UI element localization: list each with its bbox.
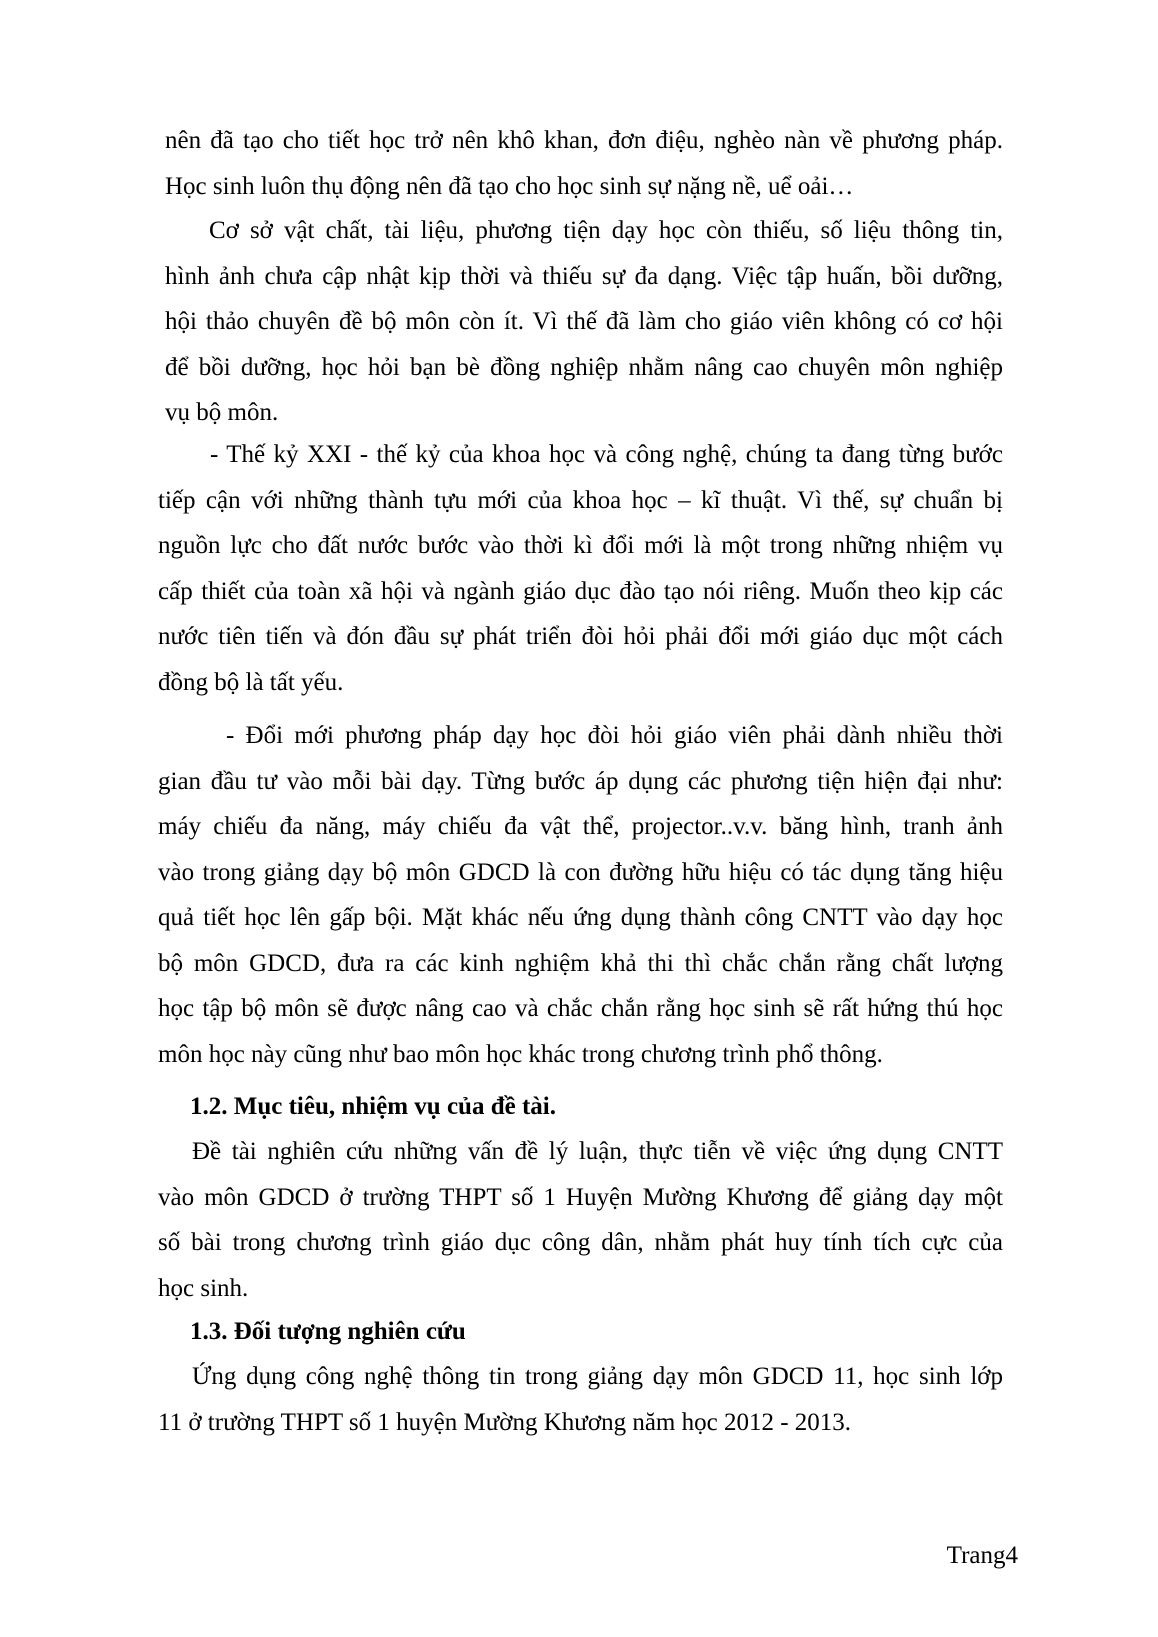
text-line: 11 ở trường THPT số 1 huyện Mường Khương năm học 2012 - 2013. (158, 1408, 852, 1436)
text-line: gian đầu tư vào mỗi bài dạy. Từng bước áp dụng các phương tiện hiện đại như: (158, 767, 1003, 795)
paragraph-teaching-methods (165, 118, 1003, 209)
paragraph-21st-century (158, 432, 1003, 705)
text-line: Học sinh luôn thụ động nên đã tạo cho học sinh sự nặng nề, uể oải… (165, 172, 854, 200)
text-line: để bồi dưỡng, học hỏi bạn bè đồng nghiệp nhằm nâng cao chuyên môn nghiệp (165, 353, 1003, 381)
section-heading-research-subject: 1.3. Đối tượng nghiên cứu (190, 1318, 466, 1345)
text-line: hình ảnh chưa cập nhật kịp thời và thiếu sự đa dạng. Việc tập huấn, bồi dưỡng, (165, 262, 1003, 290)
text-line: vào môn GDCD ở trường THPT số 1 Huyện Mường Khương để giảng dạy một (158, 1183, 1003, 1211)
text-line: hội thảo chuyên đề bộ môn còn ít. Vì thế đã làm cho giáo viên không có cơ hội (165, 308, 1003, 335)
text-line: bộ môn GDCD, đưa ra các kinh nghiệm khả thi thì chắc chắn rằng chất lượng (158, 949, 1003, 977)
section-heading-objectives: 1.2. Mục tiêu, nhiệm vụ của đề tài. (190, 1093, 556, 1120)
text-line: số bài trong chương trình giáo dục công dân, nhằm phát huy tính tích cực của (158, 1229, 1003, 1256)
text-line: Cơ sở vật chất, tài liệu, phương tiện dạy học còn thiếu, số liệu thông tin, (209, 217, 1003, 244)
text-line: vụ bộ môn. (165, 399, 279, 426)
text-line: Đề tài nghiên cứu những vấn đề lý luận, thực tiễn về việc ứng dụng CNTT (192, 1138, 1003, 1165)
text-line: nên đã tạo cho tiết học trở nên khô khan, đơn điệu, nghèo nàn về phương pháp. (165, 127, 1003, 154)
text-line: nước tiên tiến và đón đầu sự phát triển đòi hỏi phải đổi mới giáo dục một cách (158, 623, 1003, 650)
text-line: học sinh. (158, 1274, 249, 1302)
paragraph-facilities (165, 208, 1003, 436)
text-line: tiếp cận với những thành tựu mới của khoa học – kĩ thuật. Vì thế, sự chuẩn bị (158, 486, 1003, 514)
text-line: đồng bộ là tất yếu. (158, 668, 344, 696)
text-line: máy chiếu đa năng, máy chiếu đa vật thể, projector..v.v. băng hình, tranh ảnh (158, 813, 1003, 840)
text-line: - Đổi mới phương pháp dạy học đòi hỏi giáo viên phải dành nhiều thời (226, 722, 1003, 749)
text-line: vào trong giảng dạy bộ môn GDCD là con đường hữu hiệu có tác dụng tăng hiệu (158, 858, 1003, 886)
text-line: quả tiết học lên gấp bội. Mặt khác nếu ứng dụng thành công CNTT vào dạy học (158, 904, 1003, 931)
paragraph-method-innovation (158, 713, 1003, 1077)
text-line: Ứng dụng công nghệ thông tin trong giảng dạy môn GDCD 11, học sinh lớp (192, 1363, 1003, 1390)
paragraph-research-subject (158, 1354, 1003, 1445)
paragraph-objectives (158, 1129, 1003, 1311)
text-line: nguồn lực cho đất nước bước vào thời kì đổi mới là một trong những nhiệm vụ (158, 532, 1003, 559)
text-line: - Thế kỷ XXI - thế kỷ của khoa học và công nghệ, chúng ta đang từng bước (210, 441, 1003, 468)
text-line: học tập bộ môn sẽ được nâng cao và chắc chắn rằng học sinh sẽ rất hứng thú học (158, 995, 1003, 1022)
text-line: môn học này cũng như bao môn học khác trong chương trình phổ thông. (158, 1040, 883, 1068)
text-line: cấp thiết của toàn xã hội và ngành giáo dục đào tạo nói riêng. Muốn theo kịp các (158, 577, 1003, 605)
page-number: Trang4 (946, 1542, 1018, 1569)
